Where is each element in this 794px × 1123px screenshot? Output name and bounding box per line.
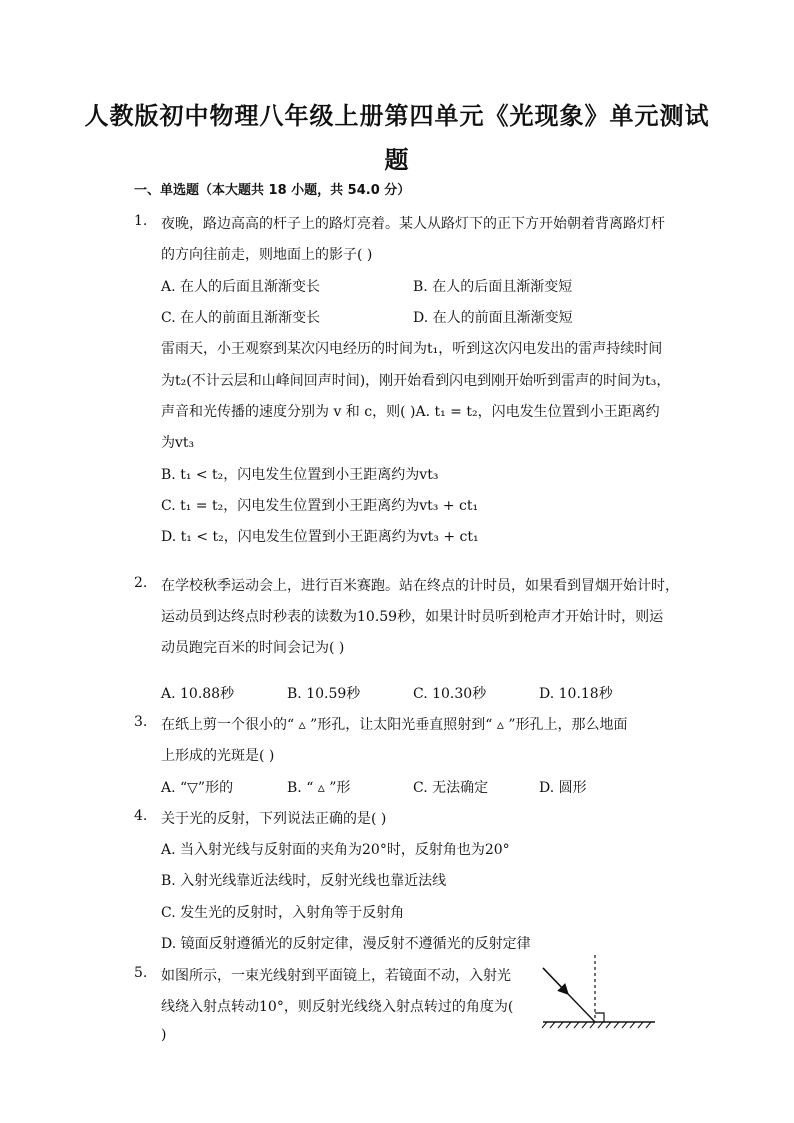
exam-title-line2: 题 [384,146,410,174]
question-2-stem-line3: 动员跑完百米的时间会记为( ) [161,640,345,656]
question-2-option-c[interactable]: C. 10.30秒 [413,686,487,702]
question-3-stem-line2: 上形成的光斑是( ) [161,748,275,764]
question-4-option-d[interactable]: D. 镜面反射遵循光的反射定律，漫反射不遵循光的反射定律 [161,936,531,952]
thunder-question-line1: 雷雨天，小王观察到某次闪电经历的时间为t₁，听到这次闪电发出的雷声持续时间 [161,341,663,357]
question-3-option-a[interactable]: A. “▽”形的 [161,780,234,796]
question-2-option-d[interactable]: D. 10.18秒 [539,686,613,702]
question-1-option-d[interactable]: D. 在人的前面且渐渐变短 [413,310,573,326]
right-angle-mark [595,1013,604,1022]
question-4-option-c[interactable]: C. 发生光的反射时，入射角等于反射角 [161,905,405,921]
question-1-number: 1. [134,213,148,229]
question-5-stem-line3: ) [161,1027,167,1043]
question-1-option-a[interactable]: A. 在人的后面且渐渐变长 [161,279,321,295]
question-1-stem-line2: 的方向往前走，则地面上的影子( ) [161,247,373,263]
section-heading: 一、单选题（本大题共 18 小题，共 54.0 分） [134,183,411,198]
question-2-stem-line1: 在学校秋季运动会上，进行百米赛跑。站在终点的计时员，如果看到冒烟开始计时， [161,578,679,594]
question-5-number: 5. [134,965,148,981]
thunder-question-line4: 为vt₃ [161,435,195,451]
question-2-option-b[interactable]: B. 10.59秒 [287,686,361,702]
question-2-stem-line2: 运动员到达终点时秒表的读数为10.59秒，如果计时员听到枪声才开始计时，则运 [161,609,664,625]
question-3-stem-line1: 在纸上剪一个很小的“ ▵ ”形孔，让太阳光垂直照射到“ ▵ ”形孔上，那么地面 [161,717,628,733]
question-4-option-b[interactable]: B. 入射光线靠近法线时，反射光线也靠近法线 [161,873,447,889]
question-3-option-d[interactable]: D. 圆形 [539,780,587,796]
thunder-question-line3: 声音和光传播的速度分别为 v 和 c，则( )A. t₁ = t₂，闪电发生位置到小王距离约 [161,404,660,420]
exam-title-line1: 人教版初中物理八年级上册第四单元《光现象》单元测试 [84,102,710,130]
question-2-number: 2. [134,575,148,591]
incident-ray-arrow-icon [543,968,567,993]
thunder-option-b[interactable]: B. t₁ < t₂，闪电发生位置到小王距离约为vt₃ [161,467,439,483]
question-2-option-a[interactable]: A. 10.88秒 [161,686,235,702]
thunder-question-line2: 为t₂(不计云层和山峰间回声时间)，刚开始看到闪电到刚开始听到雷声的时间为t₃， [161,373,671,389]
question-1-option-c[interactable]: C. 在人的前面且渐渐变长 [161,310,321,326]
question-1-option-b[interactable]: B. 在人的后面且渐渐变短 [413,279,573,295]
question-3-option-c[interactable]: C. 无法确定 [413,780,489,796]
mirror-hatching [542,1022,651,1028]
thunder-option-c[interactable]: C. t₁ = t₂，闪电发生位置到小王距离约为vt₃ + ct₁ [161,498,479,514]
question-4-number: 4. [134,808,148,824]
question-5-stem-line2: 线绕入射点转动10°，则反射光线绕入射点转过的角度为( [161,999,514,1015]
mirror-reflection-figure [535,950,665,1035]
question-3-option-b[interactable]: B. “ ▵ ”形 [287,780,351,796]
question-3-number: 3. [134,714,148,730]
question-4-stem: 关于光的反射，下列说法正确的是( ) [161,811,387,827]
question-5-stem-line1: 如图所示，一束光线射到平面镜上，若镜面不动，入射光 [161,968,511,984]
question-4-option-a[interactable]: A. 当入射光线与反射面的夹角为20°时，反射角也为20° [161,842,510,858]
thunder-option-d[interactable]: D. t₁ < t₂，闪电发生位置到小王距离约为vt₃ + ct₁ [161,529,479,545]
question-1-stem-line1: 夜晚，路边高高的杆子上的路灯亮着。某人从路灯下的正下方开始朝着背离路灯杆 [161,216,665,232]
